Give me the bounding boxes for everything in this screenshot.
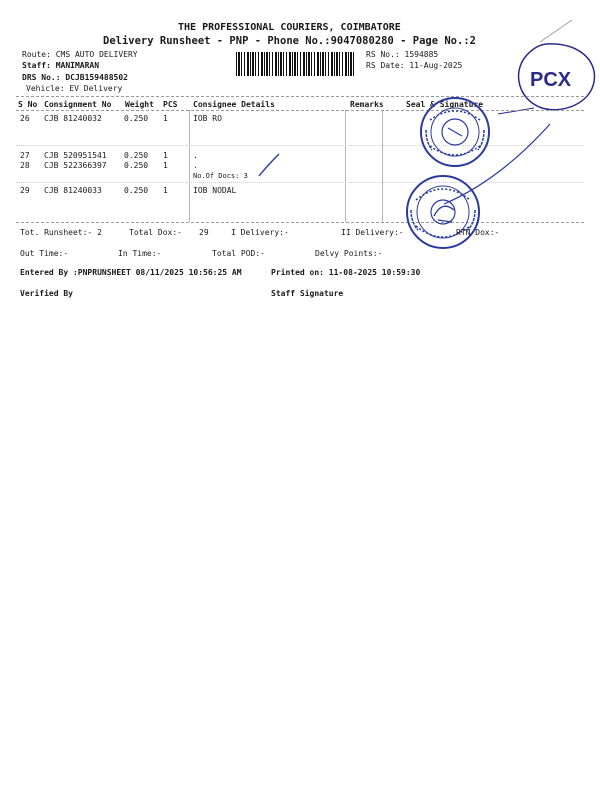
row-cno: CJB 520951541 xyxy=(44,151,107,160)
rs-date: RS Date: 11-Aug-2025 xyxy=(366,61,463,70)
row-consignee: . xyxy=(193,151,198,160)
row-cno: CJB 81240032 xyxy=(44,114,102,123)
table-bottom-rule xyxy=(16,222,584,223)
total-runsheet: Tot. Runsheet:- 2 xyxy=(20,228,102,237)
row-weight: 0.250 xyxy=(124,161,149,170)
delvy-points: Delvy Points:- xyxy=(315,249,383,258)
col-consignee: Consignee Details xyxy=(193,100,275,109)
pcx-stamp xyxy=(508,42,598,118)
row-sno: 28 xyxy=(20,161,30,170)
staff-signature: Staff Signature xyxy=(271,289,344,298)
row-weight: 0.250 xyxy=(124,151,149,160)
col-seal: Seal & Signature xyxy=(406,100,484,109)
total-dox-value: 29 xyxy=(199,228,209,237)
row-weight: 0.250 xyxy=(124,114,149,123)
row-sno: 26 xyxy=(20,114,30,123)
rtn-dox: RTN Dox:- xyxy=(456,228,500,237)
verified-by: Verified By xyxy=(20,289,73,298)
row-weight: 0.250 xyxy=(124,186,149,195)
row-pcs: 1 xyxy=(163,186,168,195)
row-sno: 27 xyxy=(20,151,30,160)
printed-on: Printed on: 11-08-2025 10:59:30 xyxy=(271,268,421,277)
col-consignment: Consignment No xyxy=(44,100,112,109)
row-consignee: IOB RO xyxy=(193,114,222,123)
total-pod: Total POD:- xyxy=(212,249,265,258)
route-label: Route: CMS AUTO DELIVERY xyxy=(22,50,138,59)
row-consignee: . xyxy=(193,161,198,170)
row-sno: 29 xyxy=(20,186,30,195)
col-weight: Weight xyxy=(125,100,154,109)
row-consignee: IOB NODAL xyxy=(193,186,237,195)
entered-by: Entered By :PNPRUNSHEET 08/11/2025 10:56:25 AM xyxy=(20,268,242,277)
in-time: In Time:- xyxy=(118,249,162,258)
barcode xyxy=(236,52,356,76)
rs-number: RS No.: 1594885 xyxy=(366,50,439,59)
col-sno: S No xyxy=(18,100,38,109)
i-delivery: I Delivery:- xyxy=(231,228,289,237)
col-rule xyxy=(382,110,383,222)
row-cno: CJB 522366397 xyxy=(44,161,107,170)
col-pcs: PCS xyxy=(163,100,178,109)
row-cno: CJB 81240033 xyxy=(44,186,102,195)
pen-tick xyxy=(255,150,285,180)
total-dox-label: Total Dox:- xyxy=(129,228,182,237)
docs-count: No.Of Docs: 3 xyxy=(193,172,248,180)
out-time: Out Time:- xyxy=(20,249,69,258)
row-pcs: 1 xyxy=(163,161,168,170)
drs-label: DRS No.: DCJB159488502 xyxy=(22,73,128,82)
staff-label: Staff: MANIMARAN xyxy=(22,61,100,70)
ii-delivery: II Delivery:- xyxy=(341,228,404,237)
col-remarks: Remarks xyxy=(350,100,384,109)
row-pcs: 1 xyxy=(163,151,168,160)
vehicle-label: Vehicle: EV Delivery xyxy=(26,84,123,93)
row-pcs: 1 xyxy=(163,114,168,123)
pcx-stamp-text: PCX xyxy=(530,69,572,91)
pen-stroke xyxy=(536,16,576,46)
page-title: Delivery Runsheet - PNP - Phone No.:9047080280 - Page No.:2 xyxy=(103,35,476,47)
company-name: THE PROFESSIONAL COURIERS, COIMBATORE xyxy=(178,22,401,33)
signature-stroke xyxy=(440,120,560,210)
col-rule xyxy=(345,110,346,222)
col-rule xyxy=(189,110,190,222)
